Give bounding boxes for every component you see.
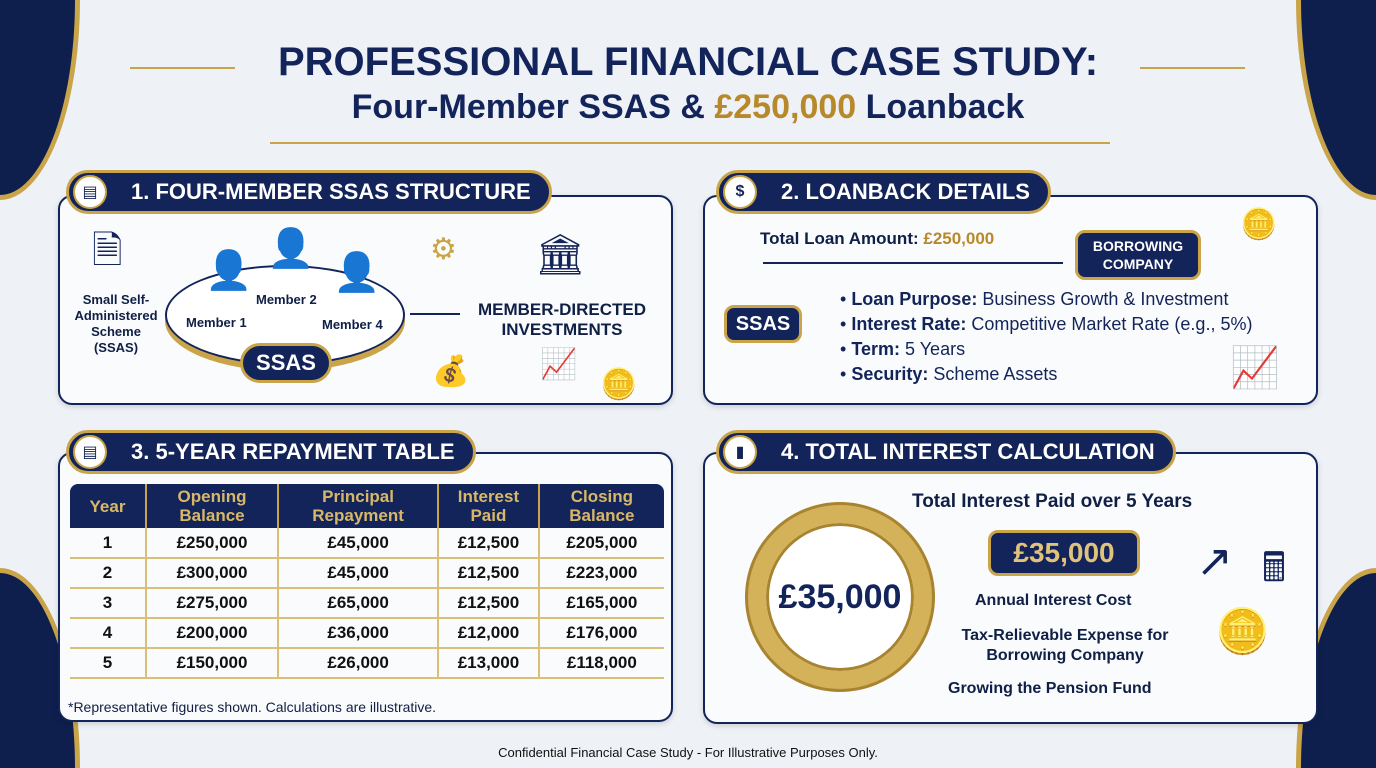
gears-icon: ⚙: [430, 233, 457, 266]
calculator-icon: 🖩: [1262, 546, 1286, 590]
section-title: 4. TOTAL INTEREST CALCULATION: [781, 439, 1155, 464]
table-cell: 3: [70, 588, 146, 618]
coins-icon: 🪙: [600, 368, 638, 401]
table-cell: £150,000: [146, 648, 278, 678]
ssas-badge: SSAS: [724, 305, 802, 343]
total-interest-label: Total Interest Paid over 5 Years: [912, 491, 1193, 512]
table-cell: £26,000: [278, 648, 438, 678]
detail-label: Loan Purpose:: [851, 289, 978, 309]
member-label: Member 4: [322, 317, 383, 332]
table-cell: £223,000: [539, 558, 664, 588]
table-row: [70, 588, 664, 618]
coins-icon: 🪙: [1240, 208, 1278, 241]
table-cell: £12,500: [438, 588, 539, 618]
subtitle-text: Loanback: [856, 88, 1025, 126]
table-cell: 5: [70, 648, 146, 678]
page-title: PROFESSIONAL FINANCIAL CASE STUDY:: [277, 40, 1099, 84]
table-cell: £200,000: [146, 618, 278, 648]
table-row: [70, 648, 664, 678]
table-cell: £45,000: [278, 528, 438, 558]
coins-stack-icon: 🪙: [1215, 607, 1270, 656]
column-header: Interest Paid: [438, 484, 539, 528]
table-cell: £118,000: [539, 648, 664, 678]
ssas-badge: SSAS: [240, 343, 332, 383]
member-label: Member 1: [186, 315, 247, 330]
table-cell: £45,000: [278, 558, 438, 588]
member-label: Member 2: [256, 292, 317, 307]
detail-value: 5 Years: [905, 339, 966, 359]
table-cell: £165,000: [539, 588, 664, 618]
detail-value: Scheme Assets: [933, 364, 1058, 384]
detail-value: Business Growth & Investment: [982, 289, 1229, 309]
column-header: Year: [70, 484, 146, 528]
section-header: [66, 170, 552, 214]
table-cell: £12,500: [438, 558, 539, 588]
total-interest-value: £35,000: [988, 530, 1140, 576]
document-icon: ▤: [73, 435, 107, 469]
total-loan-label: Total Loan Amount:: [760, 229, 924, 248]
section-title: 1. FOUR-MEMBER SSAS STRUCTURE: [131, 179, 531, 204]
repayment-table: [70, 484, 664, 679]
table-cell: £65,000: [278, 588, 438, 618]
money-bag-icon: 💰: [432, 355, 470, 388]
table-cell: £36,000: [278, 618, 438, 648]
table-row: [70, 528, 664, 558]
detail-label: Security:: [851, 364, 929, 384]
member-icon: 👤: [205, 250, 253, 292]
loan-detail: • Loan Purpose: Business Growth & Investment: [840, 289, 1229, 309]
subtitle-text: Four-Member SSAS &: [351, 88, 715, 126]
subtitle-amount: £250,000: [714, 88, 857, 126]
member-icon: 👤: [333, 252, 381, 294]
growth-chart-icon: 📈: [540, 348, 578, 381]
divider: [270, 142, 1110, 144]
detail-label: Interest Rate:: [851, 314, 967, 334]
bar-chart-icon: ▮: [723, 435, 757, 469]
section-header: [66, 430, 476, 474]
table-row: [70, 618, 664, 648]
column-header: Principal Repayment: [278, 484, 438, 528]
table-cell: £300,000: [146, 558, 278, 588]
table-cell: £176,000: [539, 618, 664, 648]
table-cell: £12,000: [438, 618, 539, 648]
coins-growth-icon: 📈: [1230, 346, 1280, 390]
member-icon: 👤: [267, 228, 315, 270]
detail-label: Term:: [851, 339, 900, 359]
total-loan: [760, 229, 994, 249]
arrow: [763, 262, 1063, 264]
interest-point: Annual Interest Cost: [975, 592, 1132, 609]
document-dollar-icon: 🗎: [92, 230, 123, 272]
section-header: [716, 170, 1051, 214]
table-cell: £250,000: [146, 528, 278, 558]
money-bag-icon: $: [723, 175, 757, 209]
section-title: 3. 5-YEAR REPAYMENT TABLE: [131, 439, 455, 464]
page-subtitle: [0, 88, 1376, 127]
section-title: 2. LOANBACK DETAILS: [781, 179, 1030, 204]
table-cell: 2: [70, 558, 146, 588]
loan-detail: • Term: 5 Years: [840, 339, 966, 359]
table-row: [70, 558, 664, 588]
table-cell: £275,000: [146, 588, 278, 618]
table-cell: 4: [70, 618, 146, 648]
growth-arrow-icon: ↗: [1196, 537, 1233, 586]
footer: Confidential Financial Case Study - For Illustrative Purposes Only.: [498, 745, 878, 760]
table-cell: £12,500: [438, 528, 539, 558]
table-cell: 1: [70, 528, 146, 558]
loan-detail: • Interest Rate: Competitive Market Rate (e.g., 5%): [840, 314, 1253, 334]
interest-point: Tax-Relievable Expense for Borrowing Company: [961, 627, 1169, 664]
column-header: Closing Balance: [539, 484, 664, 528]
total-loan-value: £250,000: [923, 229, 995, 248]
interest-point: Growing the Pension Fund: [948, 680, 1152, 697]
table-cell: £13,000: [438, 648, 539, 678]
scheme-label: Small Self-Administered Scheme (SSAS): [74, 292, 158, 355]
loan-detail: • Security: Scheme Assets: [840, 364, 1058, 384]
interest-ring: £35,000: [748, 505, 932, 689]
section-header: [716, 430, 1176, 474]
bank-icon: 🏛: [535, 233, 586, 277]
arrow: [410, 313, 460, 315]
document-icon: ▤: [73, 175, 107, 209]
table-footnote: *Representative figures shown. Calculations are illustrative.: [68, 699, 437, 715]
investments-label: MEMBER-DIRECTED INVESTMENTS: [477, 300, 647, 339]
table-cell: £205,000: [539, 528, 664, 558]
borrowing-company-badge: BORROWING COMPANY: [1075, 230, 1201, 280]
detail-value: Competitive Market Rate (e.g., 5%): [971, 314, 1253, 334]
column-header: Opening Balance: [146, 484, 278, 528]
